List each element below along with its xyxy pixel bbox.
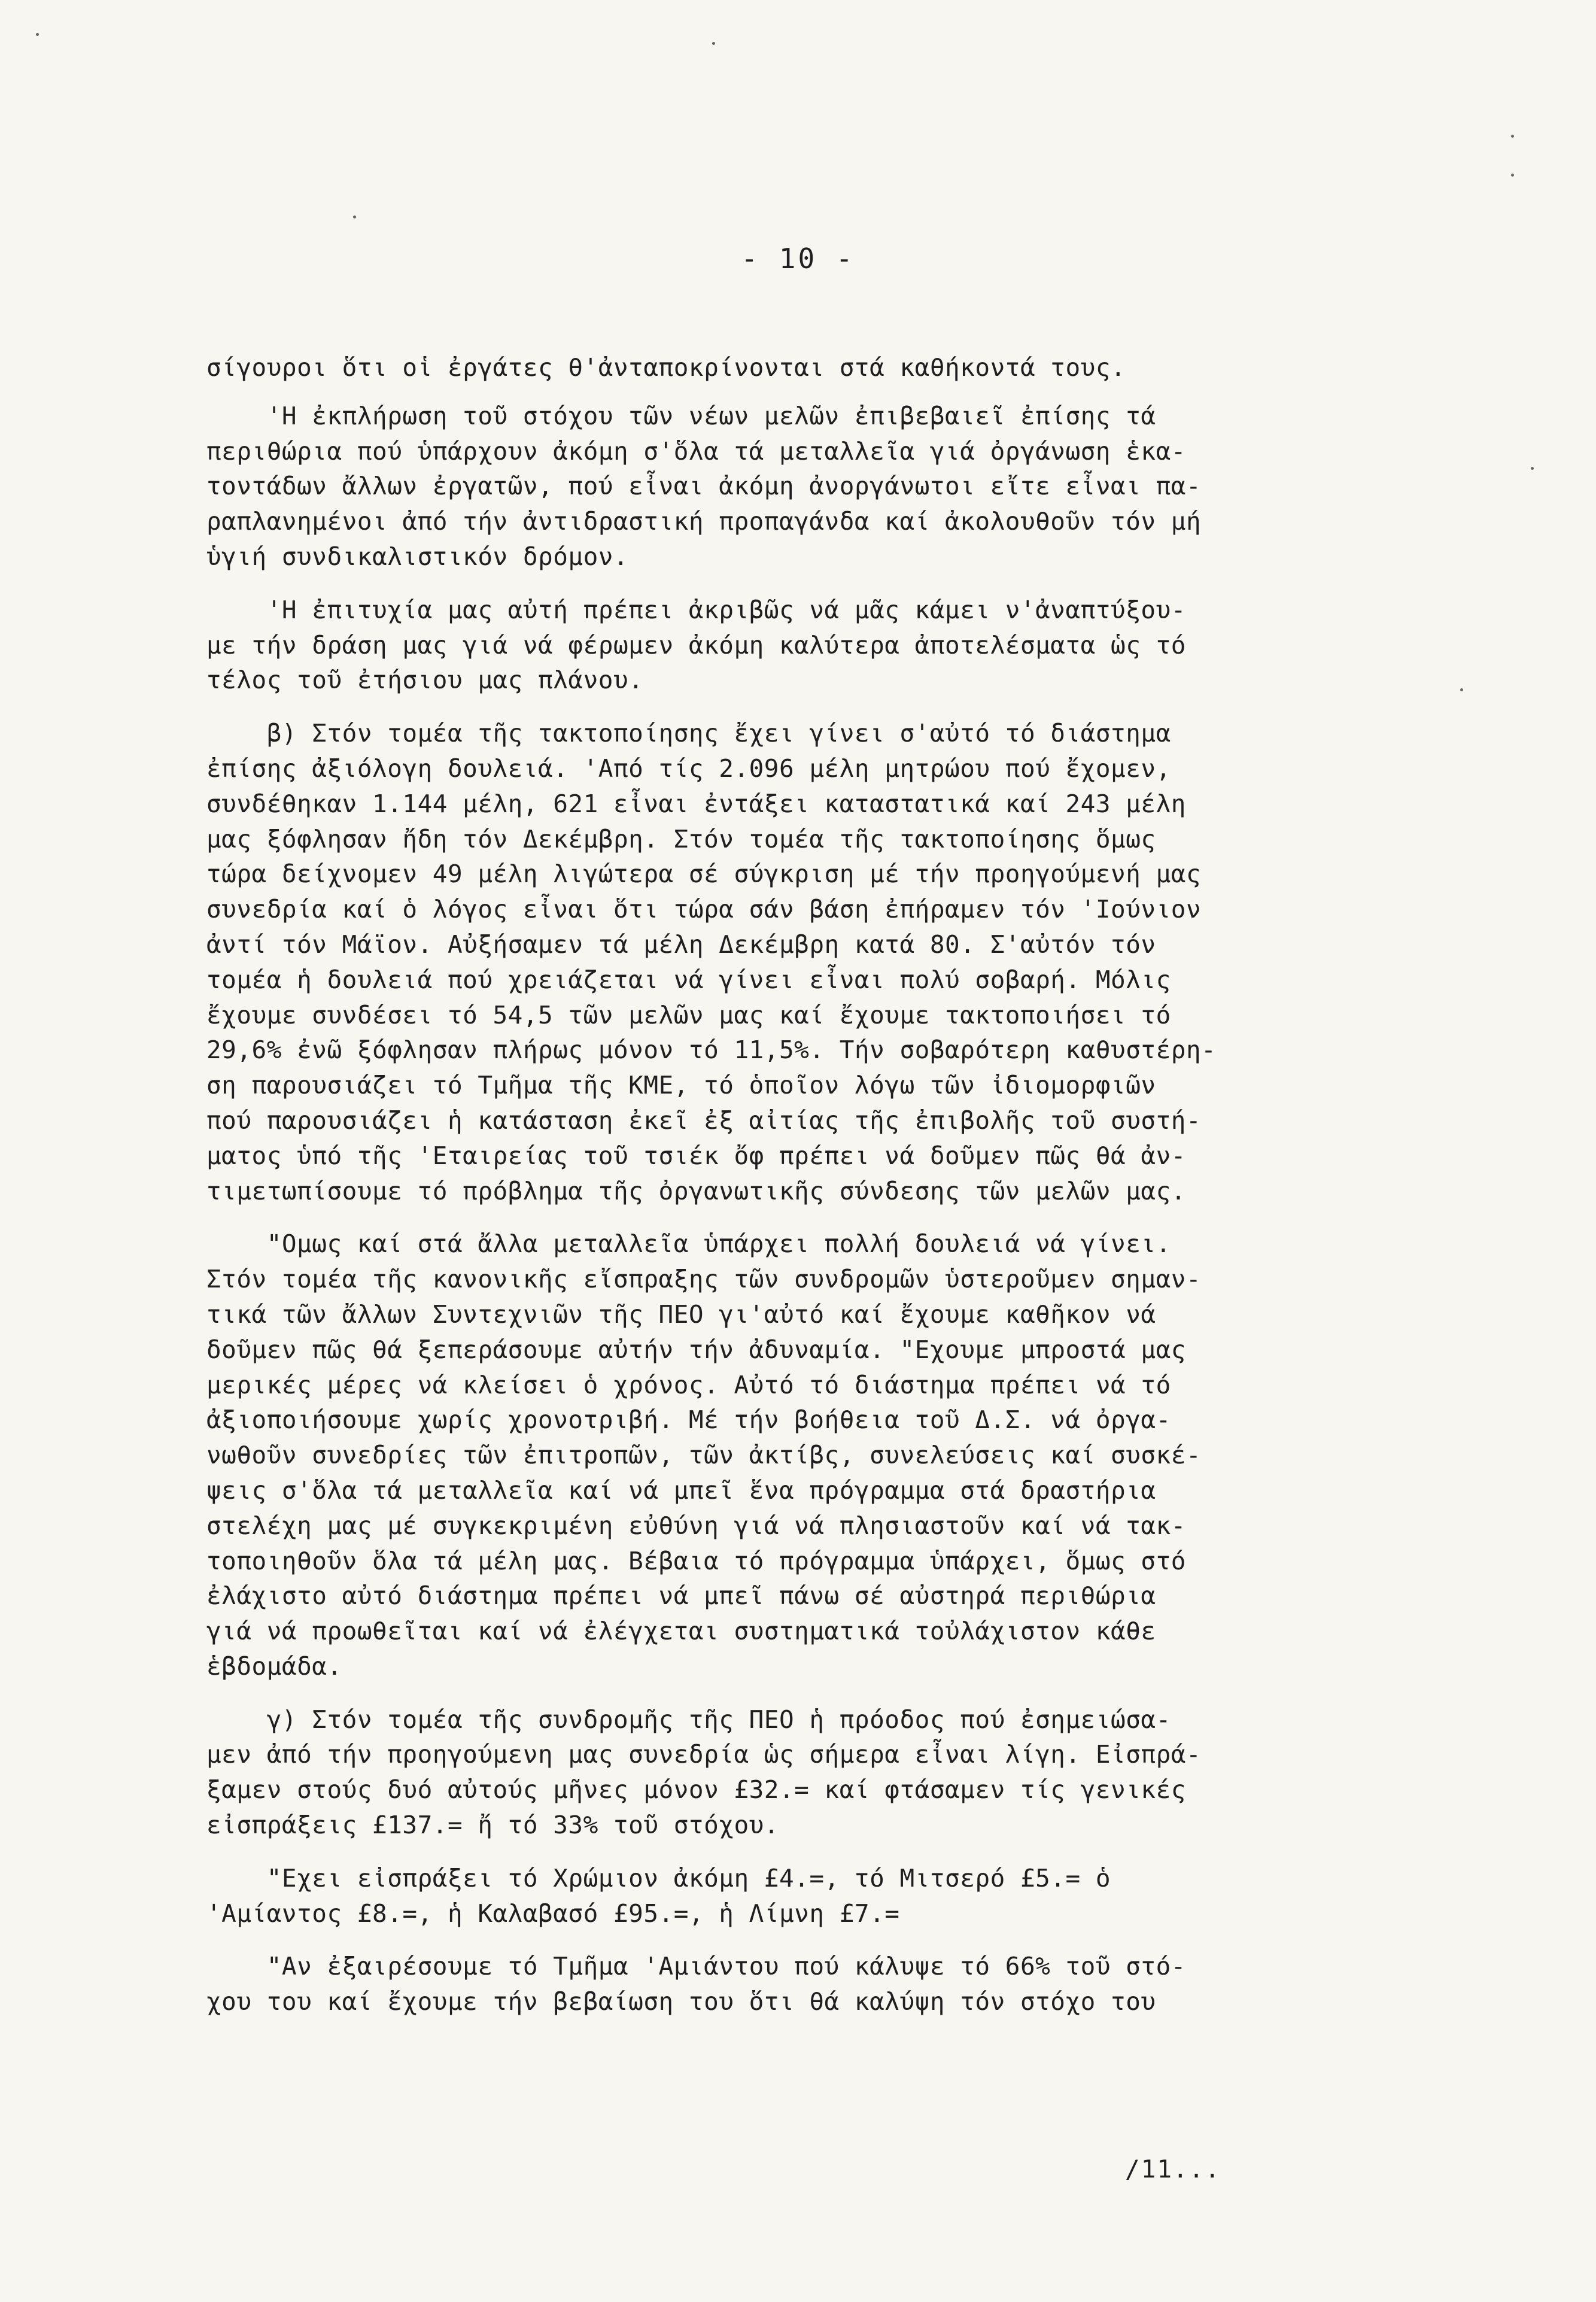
text-line: ἑβδομάδα.: [206, 1651, 342, 1681]
scan-speck: [36, 33, 39, 36]
text-line: τομέα ἡ δουλειά πού χρειάζεται νά γίνει εἶναι πολύ σοβαρή. Μόλις: [206, 965, 1171, 994]
paragraph: [206, 350, 1469, 385]
text-line: εἰσπράξεις £137.= ἤ τό 33% τοῦ στόχου.: [206, 1811, 779, 1840]
text-line: περιθώρια πού ὑπάρχουν ἀκόμη σ'ὅλα τά μεταλλεῖα γιά ὀργάνωση ἑκα-: [206, 436, 1186, 466]
text-line: ἐλάχιστο αὐτό διάστημα πρέπει νά μπεῖ πάνω σέ αὐστηρά περιθώρια: [206, 1581, 1156, 1611]
scan-speck: [1460, 688, 1463, 691]
text-line: ἔχουμε συνδέσει τό 54,5 τῶν μελῶν μας καί ἔχουμε τακτοποιήσει τό: [206, 1000, 1171, 1029]
text-line: συνδέθηκαν 1.144 μέλη, 621 εἶναι ἐντάξει καταστατικά καί 243 μέλη: [206, 789, 1186, 818]
paragraph: [206, 1702, 1469, 1843]
text-line: μερικές μέρες νά κλείσει ὁ χρόνος. Αὐτό τό διάστημα πρέπει νά τό: [206, 1370, 1171, 1399]
text-line: ψεις σ'ὅλα τά μεταλλεῖα καί νά μπεῖ ἕνα πρόγραμμα στά δραστήρια: [206, 1475, 1156, 1505]
paragraph: [206, 1949, 1469, 2019]
paragraph: [206, 593, 1469, 698]
text-line: 'Αμίαντος £8.=, ἡ Καλαβασό £95.=, ἡ Λίμνη £7.=: [206, 1899, 900, 1928]
text-line: Στόν τομέα τῆς κανονικῆς εἴσπραξης τῶν συνδρομῶν ὑστεροῦμεν σημαν-: [206, 1265, 1202, 1294]
text-line: ξαμεν στούς δυό αὐτούς μῆνες μόνον £32.= καί φτάσαμεν τίς γενικές: [206, 1775, 1186, 1805]
text-line: ἀντί τόν Μάϊον. Αὐξήσαμεν τά μέλη Δεκέμβρη κατά 80. Σ'αὐτόν τόν: [206, 930, 1156, 959]
text-line: με τήν δράση μας γιά νά φέρωμεν ἀκόμη καλύτερα ἀποτελέσματα ὡς τό: [206, 630, 1186, 660]
text-line: στελέχη μας μέ συγκεκριμένη εὐθύνη γιά νά πλησιαστοῦν καί νά τακ-: [206, 1511, 1186, 1540]
text-line: γιά νά προωθεῖται καί νά ἐλέγχεται συστηματικά τοὐλάχιστον κάθε: [206, 1617, 1156, 1646]
continuation-marker: /11...: [1125, 2155, 1221, 2183]
text-line: τέλος τοῦ ἐτήσιου μας πλάνου.: [206, 666, 644, 695]
text-line: "Αν ἐξαιρέσουμε τό Τμῆμα 'Αμιάντου πού κάλυψε τό 66% τοῦ στό-: [206, 1952, 1186, 1981]
text-line: τοποιηθοῦν ὅλα τά μέλη μας. Βέβαια τό πρόγραμμα ὑπάρχει, ὅμως στό: [206, 1546, 1186, 1575]
text-line: "Ομως καί στά ἄλλα μεταλλεῖα ὑπάρχει πολλή δουλειά νά γίνει.: [206, 1229, 1171, 1259]
page-number: - 10 -: [741, 242, 855, 275]
scan-speck: [1511, 135, 1514, 138]
text-line: τοντάδων ἄλλων ἐργατῶν, πού εἶναι ἀκόμη ἀνοργάνωτοι εἴτε εἶναι πα-: [206, 472, 1202, 501]
paragraph: [206, 1861, 1469, 1932]
text-line: β) Στόν τομέα τῆς τακτοποίησης ἔχει γίνει σ'αὐτό τό διάστημα: [206, 719, 1171, 748]
text-line: ση παρουσιάζει τό Τμῆμα τῆς ΚΜΕ, τό ὁποῖον λόγω τῶν ἰδιομορφιῶν: [206, 1071, 1156, 1100]
text-line: 'Η ἐπιτυχία μας αὐτή πρέπει ἀκριβῶς νά μᾶς κάμει ν'ἀναπτύξου-: [206, 595, 1186, 624]
scan-speck: [1531, 467, 1534, 470]
text-line: νωθοῦν συνεδρίες τῶν ἐπιτροπῶν, τῶν ἀκτίβς, συνελεύσεις καί συσκέ-: [206, 1441, 1202, 1470]
document-body: [206, 350, 1469, 2019]
text-line: ὑγιή συνδικαλιστικόν δρόμον.: [206, 542, 629, 571]
text-line: δοῦμεν πῶς θά ξεπεράσουμε αὐτήν τήν ἀδυναμία. "Εχουμε μπροστά μας: [206, 1335, 1186, 1364]
paragraph: [206, 1226, 1469, 1684]
text-line: γ) Στόν τομέα τῆς συνδρομῆς τῆς ΠΕΟ ἡ πρόοδος πού ἐσημειώσα-: [206, 1705, 1171, 1734]
scan-speck: [712, 42, 715, 45]
text-line: μας ξόφλησαν ἤδη τόν Δεκέμβρη. Στόν τομέα τῆς τακτοποίησης ὅμως: [206, 824, 1156, 854]
text-line: σίγουροι ὅτι οἱ ἐργάτες θ'ἀνταποκρίνονται στά καθήκοντά τους.: [206, 353, 1126, 382]
paragraph: [206, 716, 1469, 1208]
text-line: συνεδρία καί ὁ λόγος εἶναι ὅτι τώρα σάν βάση ἐπήραμεν τόν 'Ιούνιον: [206, 895, 1202, 924]
text-line: χου του καί ἔχουμε τήν βεβαίωση του ὅτι θά καλύψη τόν στόχο του: [206, 1987, 1156, 2016]
text-line: τώρα δείχνομεν 49 μέλη λιγώτερα σέ σύγκριση μέ τήν προηγούμενή μας: [206, 860, 1202, 889]
text-line: τικά τῶν ἄλλων Συντεχνιῶν τῆς ΠΕΟ γι'αὐτό καί ἔχουμε καθῆκον νά: [206, 1299, 1156, 1329]
paragraph: [206, 399, 1469, 575]
text-line: τιμετωπίσουμε τό πρόβλημα τῆς ὀργανωτικῆς σύνδεσης τῶν μελῶν μας.: [206, 1176, 1186, 1205]
scan-speck: [1511, 174, 1514, 177]
text-line: μεν ἀπό τήν προηγούμενη μας συνεδρία ὡς σήμερα εἶναι λίγη. Εἰσπρά-: [206, 1740, 1202, 1769]
text-line: 'Η ἐκπλήρωση τοῦ στόχου τῶν νέων μελῶν ἐπιβεβαιεῖ ἐπίσης τά: [206, 401, 1156, 430]
text-line: 29,6% ἐνῶ ξόφλησαν πλήρως μόνον τό 11,5%. Τήν σοβαρότερη καθυστέρη-: [206, 1035, 1217, 1065]
scan-speck: [353, 215, 356, 218]
text-line: ματος ὑπό τῆς 'Εταιρείας τοῦ τσιέκ ὄφ πρέπει νά δοῦμεν πῶς θά ἀν-: [206, 1141, 1186, 1170]
text-line: ραπλανημένοι ἀπό τήν ἀντιδραστική προπαγάνδα καί ἀκολουθοῦν τόν μή: [206, 507, 1202, 536]
text-line: πού παρουσιάζει ἡ κατάσταση ἐκεῖ ἐξ αἰτίας τῆς ἐπιβολῆς τοῦ συστή-: [206, 1106, 1202, 1135]
text-line: ἐπίσης ἀξιόλογη δουλειά. 'Από τίς 2.096 μέλη μητρώου πού ἔχομεν,: [206, 754, 1171, 783]
text-line: "Εχει εἰσπράξει τό Χρώμιον ἀκόμη £4.=, τό Μιτσερό £5.= ὁ: [206, 1863, 1111, 1893]
text-line: ἀξιοποιήσουμε χωρίς χρονοτριβή. Μέ τήν βοήθεια τοῦ Δ.Σ. νά ὀργα-: [206, 1405, 1171, 1435]
